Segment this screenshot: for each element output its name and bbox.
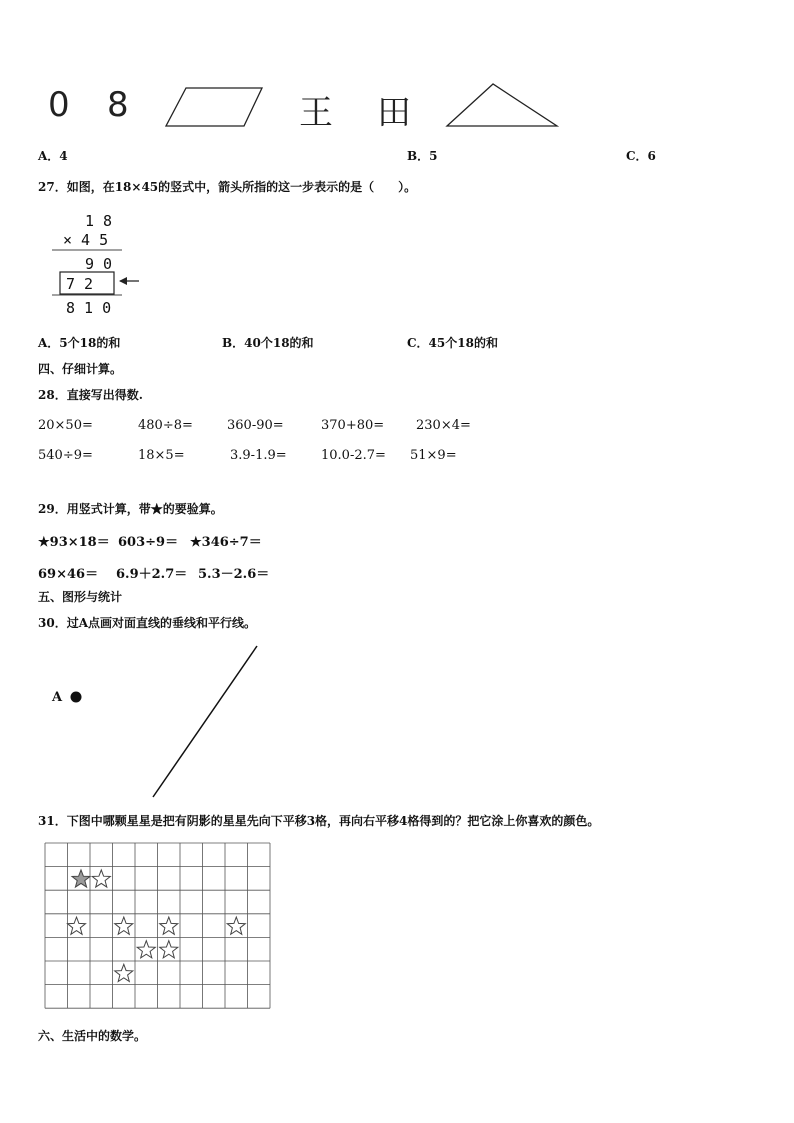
- q27-multiplicand: 1 8: [85, 212, 113, 230]
- q29-item: 6.9＋2.7＝: [116, 567, 188, 582]
- q28-item: 10.0-2.7=: [321, 448, 386, 463]
- star[interactable]: [227, 917, 245, 934]
- star[interactable]: [160, 941, 178, 958]
- q28-item: 360-90=: [227, 418, 284, 433]
- q28-item: 18×5=: [138, 448, 185, 463]
- point-a-label: A: [52, 690, 63, 705]
- q28-item: 230×4=: [416, 418, 471, 433]
- q29-stem: 29．用竖式计算，带★的要验算。: [38, 502, 223, 516]
- q27-multiplier: × 4 5: [63, 231, 109, 249]
- q28-stem: 28．直接写出得数.: [38, 388, 143, 402]
- q29-item: ★93×18＝: [38, 535, 110, 550]
- q31-stem: 31．下图中哪颗星星是把有阴影的星星先向下平移3格，再向右平移4格得到的？把它涂上你喜欢的颜色。: [38, 814, 600, 828]
- q27-stem: 27．如图，在18×45的竖式中，箭头所指的这一步表示的是（ ）。: [38, 180, 417, 194]
- q29-item: 603÷9＝: [118, 535, 179, 550]
- figure-digit-zero: 0: [48, 85, 70, 125]
- star[interactable]: [68, 917, 86, 934]
- q27-option-b[interactable]: B．40个18的和: [222, 336, 314, 350]
- q30-stem: 30．过A点画对面直线的垂线和平行线。: [38, 616, 257, 630]
- q26-option-b[interactable]: B．5: [407, 149, 438, 163]
- q28-item: 51×9=: [410, 448, 457, 463]
- q28-item: 3.9-1.9=: [230, 448, 287, 463]
- q26-option-c[interactable]: C．6: [626, 149, 656, 163]
- figure-char-tian: 田: [377, 93, 411, 133]
- figure-char-wang: 王: [299, 93, 333, 133]
- q29-item: 5.3－2.6＝: [198, 567, 270, 582]
- star[interactable]: [115, 917, 133, 934]
- figure-digit-eight: 8: [107, 85, 129, 125]
- section-6-heading: 六、生活中的数学。: [38, 1029, 147, 1043]
- q27-partial-product-1: 9 0: [85, 255, 113, 273]
- q29-item: ★346÷7＝: [190, 535, 262, 550]
- q28-item: 540÷9=: [38, 448, 93, 463]
- q27-partial-product-2: 7 2: [66, 275, 94, 293]
- section-4-heading: 四、仔细计算。: [38, 362, 123, 376]
- star[interactable]: [137, 941, 155, 958]
- star[interactable]: [115, 964, 133, 981]
- q27-option-a[interactable]: A．5个18的和: [38, 336, 121, 350]
- q28-item: 370+80=: [321, 418, 385, 433]
- q27-result: 8 1 0: [66, 299, 112, 317]
- q28-item: 480÷8=: [138, 418, 193, 433]
- shaded-star[interactable]: [72, 870, 90, 887]
- q26-option-a[interactable]: A．4: [38, 149, 68, 163]
- q28-item: 20×50=: [38, 418, 93, 433]
- star[interactable]: [160, 917, 178, 934]
- star[interactable]: [92, 870, 110, 887]
- q29-item: 69×46＝: [38, 567, 99, 582]
- section-5-heading: 五、图形与统计: [38, 590, 123, 604]
- q27-option-c[interactable]: C．45个18的和: [407, 336, 498, 350]
